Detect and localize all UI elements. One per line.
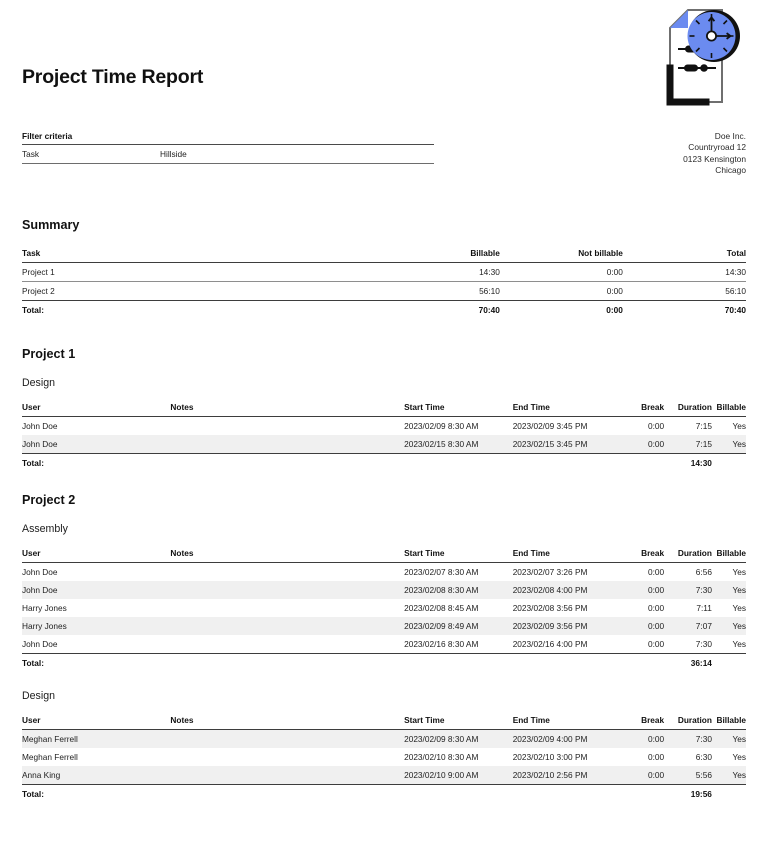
cell-user: Anna King bbox=[22, 770, 61, 780]
group-total-duration: 19:56 bbox=[690, 789, 712, 799]
col-break: Break bbox=[641, 715, 665, 725]
cell-end-time: 2023/02/09 3:56 PM bbox=[512, 621, 588, 631]
summary-section bbox=[22, 218, 746, 319]
cell-notes bbox=[170, 435, 402, 454]
time-entries-body bbox=[22, 417, 746, 454]
cell-user: John Doe bbox=[22, 639, 58, 649]
time-entries-table bbox=[22, 715, 746, 803]
cell-end-time: 2023/02/10 3:00 PM bbox=[512, 752, 588, 762]
task-group bbox=[22, 523, 746, 672]
cell-billable: Yes bbox=[732, 567, 746, 577]
col-duration: Duration bbox=[677, 402, 712, 412]
cell-billable: Yes bbox=[732, 734, 746, 744]
filter-criteria-value: Hillside bbox=[160, 149, 187, 159]
group-total-spacer bbox=[402, 454, 511, 473]
filter-criteria-row bbox=[22, 145, 434, 164]
table-row bbox=[22, 766, 746, 785]
cell-start-time: 2023/02/08 8:30 AM bbox=[404, 585, 479, 595]
company-postal: 0123 Kensington bbox=[683, 153, 746, 164]
filter-criteria-block bbox=[22, 131, 434, 164]
col-break: Break bbox=[641, 548, 665, 558]
group-total-spacer bbox=[402, 654, 511, 673]
project-section-1 bbox=[22, 347, 746, 472]
time-entries-head bbox=[22, 715, 746, 730]
cell-duration: 7:30 bbox=[695, 639, 712, 649]
table-row bbox=[22, 730, 746, 749]
cell-duration: 7:15 bbox=[695, 421, 712, 431]
table-row bbox=[22, 263, 746, 282]
company-street: Countryroad 12 bbox=[688, 142, 746, 153]
slider-knob-2b-icon bbox=[700, 64, 708, 72]
cell-start-time: 2023/02/08 8:45 AM bbox=[404, 603, 479, 613]
time-entries-body bbox=[22, 563, 746, 654]
group-total-spacer bbox=[170, 654, 402, 673]
cell-end-time: 2023/02/09 4:00 PM bbox=[512, 734, 588, 744]
summary-cell-not-billable: 0:00 bbox=[606, 286, 623, 296]
cell-end-time: 2023/02/15 3:45 PM bbox=[512, 439, 588, 449]
task-group-title: Assembly bbox=[22, 523, 68, 535]
task-group bbox=[22, 690, 746, 803]
summary-total-row bbox=[22, 301, 746, 320]
cell-end-time: 2023/02/09 3:45 PM bbox=[512, 421, 588, 431]
summary-col-not-billable: Not billable bbox=[578, 248, 623, 258]
time-entries-table bbox=[22, 548, 746, 672]
cell-start-time: 2023/02/10 8:30 AM bbox=[404, 752, 479, 762]
cell-break: 0:00 bbox=[648, 567, 665, 577]
col-notes: Notes bbox=[170, 548, 194, 558]
cell-duration: 7:30 bbox=[695, 734, 712, 744]
col-end-time: End Time bbox=[512, 715, 550, 725]
task-group bbox=[22, 377, 746, 472]
filter-criteria-heading: Filter criteria bbox=[22, 131, 434, 145]
cell-break: 0:00 bbox=[648, 439, 665, 449]
col-duration: Duration bbox=[677, 715, 712, 725]
group-total-spacer bbox=[712, 454, 746, 473]
group-total-spacer bbox=[511, 785, 624, 804]
cell-billable: Yes bbox=[732, 421, 746, 431]
cell-billable: Yes bbox=[732, 752, 746, 762]
col-billable: Billable bbox=[716, 715, 746, 725]
summary-cell-task: Project 2 bbox=[22, 286, 55, 296]
group-total-row bbox=[22, 454, 746, 473]
summary-total-not-billable: 0:00 bbox=[606, 305, 623, 315]
group-total-duration: 36:14 bbox=[690, 658, 712, 668]
table-row bbox=[22, 435, 746, 454]
filter-criteria-label: Task bbox=[22, 149, 40, 159]
col-user: User bbox=[22, 402, 41, 412]
company-city: Chicago bbox=[715, 164, 746, 175]
cell-user: Harry Jones bbox=[22, 621, 67, 631]
summary-cell-task: Project 1 bbox=[22, 267, 55, 277]
summary-cell-billable: 56:10 bbox=[479, 286, 500, 296]
group-total-spacer bbox=[624, 454, 665, 473]
summary-cell-billable: 14:30 bbox=[479, 267, 500, 277]
table-row bbox=[22, 581, 746, 599]
cell-billable: Yes bbox=[732, 585, 746, 595]
slider-knob-2a-icon bbox=[684, 65, 698, 72]
summary-heading: Summary bbox=[22, 218, 80, 232]
summary-cell-total: 56:10 bbox=[725, 286, 746, 296]
cell-break: 0:00 bbox=[648, 734, 665, 744]
summary-cell-total: 14:30 bbox=[725, 267, 746, 277]
cell-end-time: 2023/02/08 3:56 PM bbox=[512, 603, 588, 613]
cell-notes bbox=[170, 766, 402, 785]
cell-billable: Yes bbox=[732, 639, 746, 649]
task-group-title: Design bbox=[22, 377, 55, 389]
col-end-time: End Time bbox=[512, 548, 550, 558]
cell-start-time: 2023/02/09 8:49 AM bbox=[404, 621, 479, 631]
cell-billable: Yes bbox=[732, 770, 746, 780]
cell-user: Meghan Ferrell bbox=[22, 734, 78, 744]
time-entries-body bbox=[22, 730, 746, 785]
group-total-row bbox=[22, 785, 746, 804]
cell-user: Harry Jones bbox=[22, 603, 67, 613]
cell-notes bbox=[170, 730, 402, 749]
summary-total-label: Total: bbox=[22, 305, 44, 315]
company-address bbox=[683, 131, 746, 176]
page-title: Project Time Report bbox=[22, 66, 204, 88]
summary-table bbox=[22, 248, 746, 319]
cell-billable: Yes bbox=[732, 439, 746, 449]
cell-duration: 6:56 bbox=[695, 567, 712, 577]
cell-notes bbox=[170, 748, 402, 766]
time-entries-table bbox=[22, 402, 746, 472]
summary-col-task: Task bbox=[22, 248, 41, 258]
group-total-row bbox=[22, 654, 746, 673]
cell-duration: 5:56 bbox=[695, 770, 712, 780]
time-entries-header-row bbox=[22, 402, 746, 417]
group-total-spacer bbox=[511, 654, 624, 673]
table-row bbox=[22, 599, 746, 617]
cell-notes bbox=[170, 563, 402, 582]
table-row bbox=[22, 748, 746, 766]
summary-cell-not-billable: 0:00 bbox=[606, 267, 623, 277]
cell-user: Meghan Ferrell bbox=[22, 752, 78, 762]
time-entries-header-row bbox=[22, 548, 746, 563]
col-notes: Notes bbox=[170, 715, 194, 725]
cell-duration: 7:11 bbox=[696, 603, 712, 613]
cell-break: 0:00 bbox=[648, 603, 665, 613]
cell-notes bbox=[170, 417, 402, 436]
cell-user: John Doe bbox=[22, 567, 58, 577]
project-title: Project 1 bbox=[22, 347, 76, 361]
cell-start-time: 2023/02/15 8:30 AM bbox=[404, 439, 479, 449]
cell-duration: 6:30 bbox=[695, 752, 712, 762]
clock-center-icon bbox=[707, 31, 716, 40]
col-duration: Duration bbox=[677, 548, 712, 558]
task-group-title: Design bbox=[22, 690, 55, 702]
summary-total-total: 70:40 bbox=[724, 305, 746, 315]
col-billable: Billable bbox=[716, 402, 746, 412]
col-start-time: Start Time bbox=[404, 715, 445, 725]
summary-total-billable: 70:40 bbox=[478, 305, 500, 315]
cell-end-time: 2023/02/07 3:26 PM bbox=[512, 567, 588, 577]
cell-break: 0:00 bbox=[648, 752, 665, 762]
group-total-spacer bbox=[624, 654, 665, 673]
table-row bbox=[22, 635, 746, 654]
cell-start-time: 2023/02/09 8:30 AM bbox=[404, 421, 479, 431]
cell-notes bbox=[170, 635, 402, 654]
col-billable: Billable bbox=[716, 548, 746, 558]
col-start-time: Start Time bbox=[404, 548, 445, 558]
cell-user: John Doe bbox=[22, 439, 58, 449]
cell-billable: Yes bbox=[732, 603, 746, 613]
cell-break: 0:00 bbox=[648, 585, 665, 595]
cell-duration: 7:07 bbox=[695, 621, 712, 631]
cell-billable: Yes bbox=[732, 621, 746, 631]
time-report-logo bbox=[660, 6, 746, 114]
table-row bbox=[22, 282, 746, 301]
table-row bbox=[22, 417, 746, 436]
cell-end-time: 2023/02/10 2:56 PM bbox=[512, 770, 588, 780]
summary-table-head bbox=[22, 248, 746, 263]
summary-col-billable: Billable bbox=[470, 248, 500, 258]
cell-user: John Doe bbox=[22, 421, 58, 431]
time-entries-head bbox=[22, 402, 746, 417]
company-name: Doe Inc. bbox=[714, 131, 746, 141]
cell-end-time: 2023/02/08 4:00 PM bbox=[512, 585, 588, 595]
project-title: Project 2 bbox=[22, 493, 76, 507]
cell-break: 0:00 bbox=[648, 621, 665, 631]
group-total-spacer bbox=[624, 785, 665, 804]
cell-start-time: 2023/02/10 9:00 AM bbox=[404, 770, 479, 780]
cell-break: 0:00 bbox=[648, 421, 665, 431]
time-entries-foot bbox=[22, 654, 746, 673]
time-entries-header-row bbox=[22, 715, 746, 730]
cell-break: 0:00 bbox=[648, 639, 665, 649]
cell-duration: 7:30 bbox=[695, 585, 712, 595]
summary-header-row bbox=[22, 248, 746, 263]
cell-start-time: 2023/02/09 8:30 AM bbox=[404, 734, 479, 744]
cell-notes bbox=[170, 617, 402, 635]
cell-notes bbox=[170, 599, 402, 617]
table-row bbox=[22, 563, 746, 582]
group-total-spacer bbox=[170, 454, 402, 473]
cell-notes bbox=[170, 581, 402, 599]
project-section-2 bbox=[22, 493, 746, 803]
time-entries-foot bbox=[22, 454, 746, 473]
table-row bbox=[22, 617, 746, 635]
summary-table-body bbox=[22, 263, 746, 301]
cell-break: 0:00 bbox=[648, 770, 665, 780]
cell-start-time: 2023/02/16 8:30 AM bbox=[404, 639, 479, 649]
group-total-label: Total: bbox=[22, 789, 44, 799]
time-entries-head bbox=[22, 548, 746, 563]
group-total-spacer bbox=[511, 454, 624, 473]
col-start-time: Start Time bbox=[404, 402, 445, 412]
group-total-spacer bbox=[402, 785, 511, 804]
group-total-spacer bbox=[712, 785, 746, 804]
cell-end-time: 2023/02/16 4:00 PM bbox=[512, 639, 588, 649]
summary-table-foot bbox=[22, 301, 746, 320]
time-entries-foot bbox=[22, 785, 746, 804]
col-user: User bbox=[22, 548, 41, 558]
group-total-duration: 14:30 bbox=[690, 458, 712, 468]
cell-user: John Doe bbox=[22, 585, 58, 595]
cell-duration: 7:15 bbox=[695, 439, 712, 449]
col-break: Break bbox=[641, 402, 665, 412]
col-notes: Notes bbox=[170, 402, 194, 412]
group-total-label: Total: bbox=[22, 658, 44, 668]
summary-col-total: Total bbox=[726, 248, 746, 258]
col-user: User bbox=[22, 715, 41, 725]
group-total-spacer bbox=[170, 785, 402, 804]
logo-svg bbox=[660, 6, 746, 114]
cell-start-time: 2023/02/07 8:30 AM bbox=[404, 567, 479, 577]
group-total-label: Total: bbox=[22, 458, 44, 468]
col-end-time: End Time bbox=[512, 402, 550, 412]
group-total-spacer bbox=[712, 654, 746, 673]
